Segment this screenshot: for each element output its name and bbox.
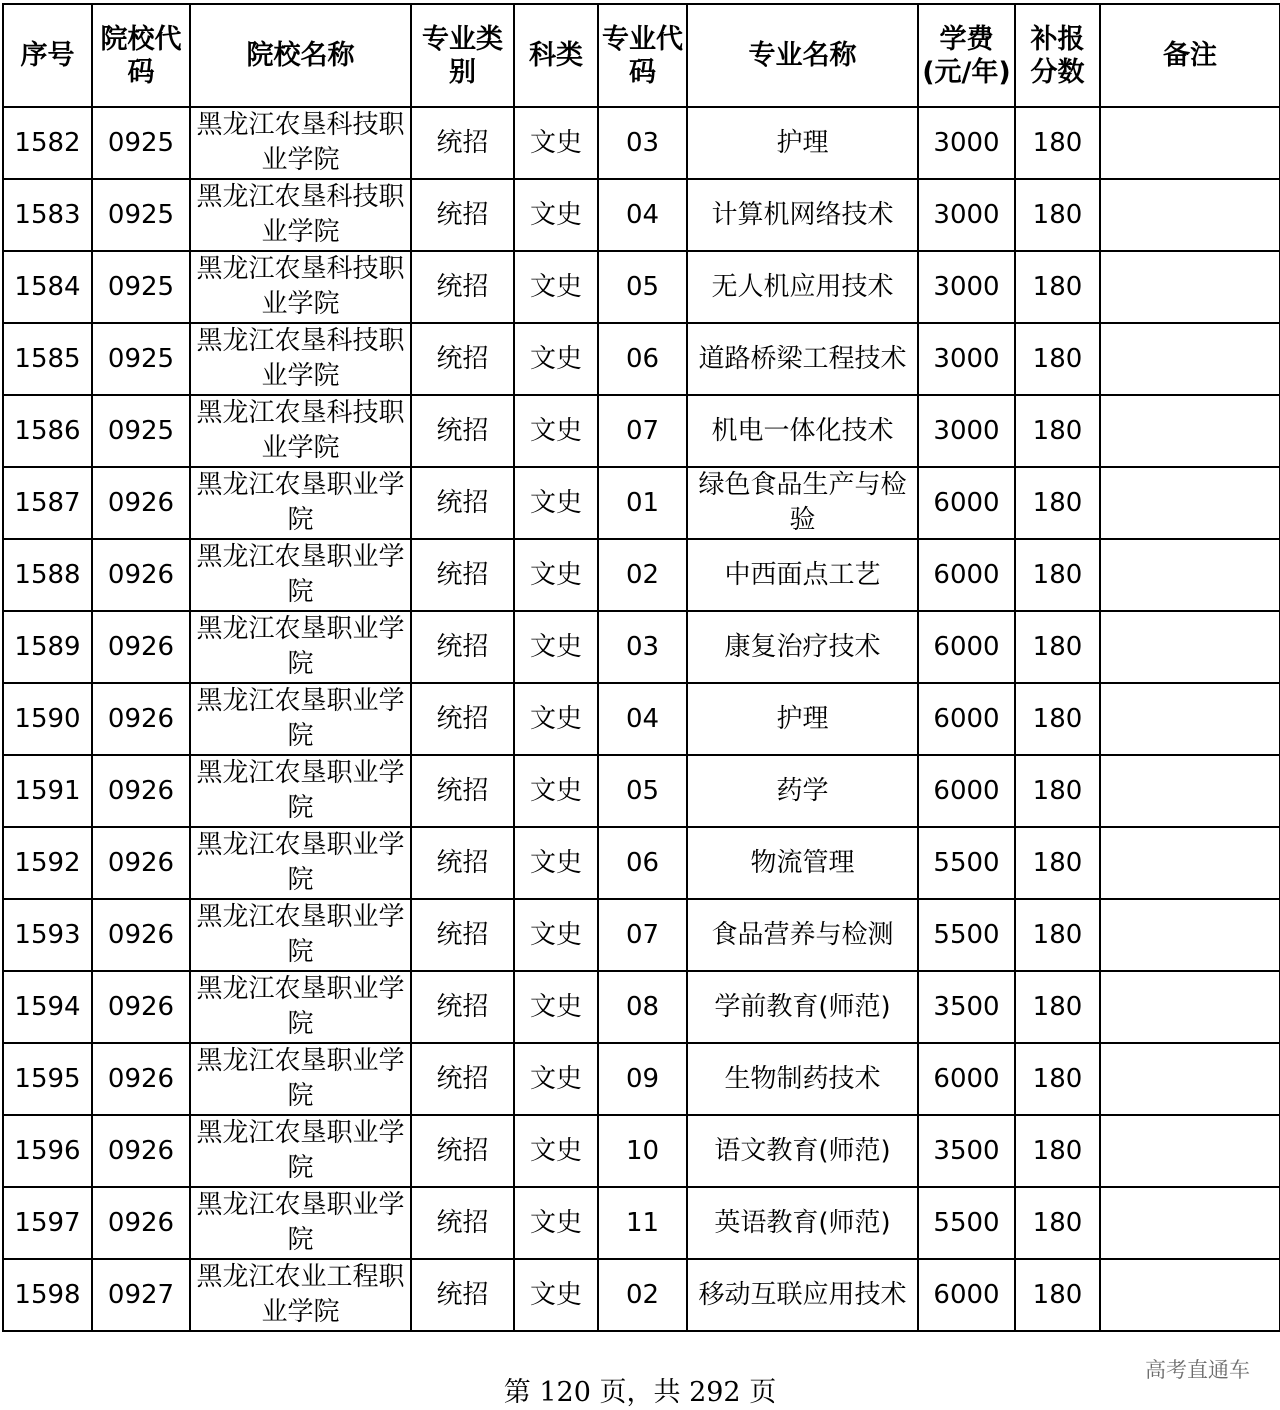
cell-major-code: 04 xyxy=(598,683,687,755)
page-number: 第 120 页，共 292 页 xyxy=(503,1377,777,1408)
cell-seq: 1587 xyxy=(3,467,92,539)
table-row xyxy=(3,107,1280,179)
table-row xyxy=(3,251,1280,323)
cell-tuition: 6000 xyxy=(918,1043,1015,1115)
cell-tuition: 3000 xyxy=(918,323,1015,395)
cell-major-code: 03 xyxy=(598,611,687,683)
cell-seq: 1585 xyxy=(3,323,92,395)
cell-remarks xyxy=(1100,611,1280,683)
cell-tuition: 3500 xyxy=(918,1115,1015,1187)
cell-major-name: 绿色食品生产与检验 xyxy=(687,467,918,539)
cell-score: 180 xyxy=(1015,467,1100,539)
cell-major-category: 统招 xyxy=(411,971,514,1043)
cell-school-name: 黑龙江农垦职业学院 xyxy=(190,611,411,683)
cell-school-code: 0926 xyxy=(92,827,190,899)
cell-major-name: 学前教育(师范) xyxy=(687,971,918,1043)
cell-major-code: 05 xyxy=(598,755,687,827)
cell-tuition: 5500 xyxy=(918,827,1015,899)
header-major-code: 专业代码 xyxy=(598,4,687,107)
cell-remarks xyxy=(1100,539,1280,611)
cell-school-code: 0926 xyxy=(92,611,190,683)
cell-major-name: 无人机应用技术 xyxy=(687,251,918,323)
cell-subject-type: 文史 xyxy=(514,395,598,467)
cell-remarks xyxy=(1100,179,1280,251)
cell-score: 180 xyxy=(1015,251,1100,323)
cell-school-name: 黑龙江农垦科技职业学院 xyxy=(190,323,411,395)
cell-seq: 1584 xyxy=(3,251,92,323)
table-row xyxy=(3,539,1280,611)
cell-tuition: 3000 xyxy=(918,179,1015,251)
cell-subject-type: 文史 xyxy=(514,1043,598,1115)
cell-major-code: 08 xyxy=(598,971,687,1043)
cell-remarks xyxy=(1100,1259,1280,1331)
cell-major-name: 食品营养与检测 xyxy=(687,899,918,971)
cell-major-code: 11 xyxy=(598,1187,687,1259)
cell-seq: 1586 xyxy=(3,395,92,467)
cell-remarks xyxy=(1100,827,1280,899)
table-row xyxy=(3,827,1280,899)
cell-seq: 1592 xyxy=(3,827,92,899)
cell-remarks xyxy=(1100,683,1280,755)
cell-school-name: 黑龙江农垦科技职业学院 xyxy=(190,395,411,467)
cell-score: 180 xyxy=(1015,107,1100,179)
cell-score: 180 xyxy=(1015,827,1100,899)
cell-school-code: 0925 xyxy=(92,251,190,323)
cell-seq: 1588 xyxy=(3,539,92,611)
cell-school-code: 0926 xyxy=(92,539,190,611)
cell-major-name: 语文教育(师范) xyxy=(687,1115,918,1187)
cell-subject-type: 文史 xyxy=(514,179,598,251)
table-row xyxy=(3,1115,1280,1187)
cell-major-category: 统招 xyxy=(411,395,514,467)
cell-school-name: 黑龙江农垦职业学院 xyxy=(190,1115,411,1187)
cell-score: 180 xyxy=(1015,1259,1100,1331)
cell-tuition: 3000 xyxy=(918,251,1015,323)
cell-school-name: 黑龙江农垦职业学院 xyxy=(190,1043,411,1115)
header-score: 补报分数 xyxy=(1015,4,1100,107)
cell-major-category: 统招 xyxy=(411,107,514,179)
cell-seq: 1583 xyxy=(3,179,92,251)
cell-major-category: 统招 xyxy=(411,323,514,395)
cell-major-code: 01 xyxy=(598,467,687,539)
cell-major-code: 02 xyxy=(598,539,687,611)
cell-score: 180 xyxy=(1015,1115,1100,1187)
table-row xyxy=(3,179,1280,251)
cell-subject-type: 文史 xyxy=(514,683,598,755)
cell-school-name: 黑龙江农垦职业学院 xyxy=(190,755,411,827)
cell-school-code: 0925 xyxy=(92,323,190,395)
cell-seq: 1590 xyxy=(3,683,92,755)
cell-school-code: 0926 xyxy=(92,683,190,755)
cell-school-name: 黑龙江农垦职业学院 xyxy=(190,1187,411,1259)
cell-school-name: 黑龙江农垦职业学院 xyxy=(190,539,411,611)
cell-major-name: 物流管理 xyxy=(687,827,918,899)
cell-major-code: 03 xyxy=(598,107,687,179)
table-row xyxy=(3,611,1280,683)
cell-remarks xyxy=(1100,899,1280,971)
cell-major-name: 英语教育(师范) xyxy=(687,1187,918,1259)
cell-major-category: 统招 xyxy=(411,611,514,683)
cell-score: 180 xyxy=(1015,323,1100,395)
cell-subject-type: 文史 xyxy=(514,539,598,611)
cell-major-category: 统招 xyxy=(411,1187,514,1259)
cell-remarks xyxy=(1100,1187,1280,1259)
cell-major-category: 统招 xyxy=(411,683,514,755)
cell-school-code: 0926 xyxy=(92,1115,190,1187)
cell-school-code: 0925 xyxy=(92,107,190,179)
cell-seq: 1589 xyxy=(3,611,92,683)
cell-major-name: 药学 xyxy=(687,755,918,827)
cell-score: 180 xyxy=(1015,179,1100,251)
table-row xyxy=(3,755,1280,827)
cell-tuition: 3500 xyxy=(918,971,1015,1043)
cell-school-name: 黑龙江农垦职业学院 xyxy=(190,683,411,755)
cell-subject-type: 文史 xyxy=(514,1187,598,1259)
cell-major-code: 07 xyxy=(598,899,687,971)
cell-subject-type: 文史 xyxy=(514,971,598,1043)
header-school-name: 院校名称 xyxy=(190,4,411,107)
cell-major-code: 06 xyxy=(598,827,687,899)
cell-major-category: 统招 xyxy=(411,827,514,899)
cell-major-code: 05 xyxy=(598,251,687,323)
table-row xyxy=(3,1187,1280,1259)
cell-score: 180 xyxy=(1015,755,1100,827)
cell-tuition: 6000 xyxy=(918,683,1015,755)
cell-major-code: 02 xyxy=(598,1259,687,1331)
cell-school-name: 黑龙江农垦职业学院 xyxy=(190,899,411,971)
cell-major-name: 移动互联应用技术 xyxy=(687,1259,918,1331)
cell-subject-type: 文史 xyxy=(514,755,598,827)
cell-seq: 1597 xyxy=(3,1187,92,1259)
cell-tuition: 6000 xyxy=(918,467,1015,539)
cell-tuition: 3000 xyxy=(918,107,1015,179)
cell-major-category: 统招 xyxy=(411,755,514,827)
cell-school-code: 0926 xyxy=(92,971,190,1043)
cell-school-name: 黑龙江农垦职业学院 xyxy=(190,827,411,899)
cell-school-code: 0926 xyxy=(92,1043,190,1115)
header-tuition: 学费(元/年) xyxy=(918,4,1015,107)
cell-subject-type: 文史 xyxy=(514,899,598,971)
header-row xyxy=(3,4,1280,107)
cell-major-category: 统招 xyxy=(411,1043,514,1115)
cell-subject-type: 文史 xyxy=(514,107,598,179)
cell-major-name: 护理 xyxy=(687,683,918,755)
table-row xyxy=(3,683,1280,755)
table-row xyxy=(3,971,1280,1043)
header-remarks: 备注 xyxy=(1100,4,1280,107)
cell-subject-type: 文史 xyxy=(514,1259,598,1331)
cell-major-name: 机电一体化技术 xyxy=(687,395,918,467)
cell-remarks xyxy=(1100,251,1280,323)
cell-subject-type: 文史 xyxy=(514,1115,598,1187)
cell-tuition: 6000 xyxy=(918,539,1015,611)
cell-school-code: 0926 xyxy=(92,755,190,827)
cell-score: 180 xyxy=(1015,539,1100,611)
cell-major-code: 07 xyxy=(598,395,687,467)
header-seq: 序号 xyxy=(3,4,92,107)
cell-major-category: 统招 xyxy=(411,1259,514,1331)
cell-score: 180 xyxy=(1015,1187,1100,1259)
cell-school-name: 黑龙江农垦职业学院 xyxy=(190,971,411,1043)
cell-major-name: 康复治疗技术 xyxy=(687,611,918,683)
watermark-text: 高考直通车 xyxy=(1145,1358,1250,1382)
cell-remarks xyxy=(1100,107,1280,179)
cell-score: 180 xyxy=(1015,899,1100,971)
cell-tuition: 6000 xyxy=(918,1259,1015,1331)
header-major-category: 专业类别 xyxy=(411,4,514,107)
cell-subject-type: 文史 xyxy=(514,611,598,683)
cell-major-category: 统招 xyxy=(411,1115,514,1187)
cell-major-category: 统招 xyxy=(411,539,514,611)
cell-school-code: 0925 xyxy=(92,179,190,251)
cell-school-name: 黑龙江农垦科技职业学院 xyxy=(190,179,411,251)
cell-major-code: 06 xyxy=(598,323,687,395)
cell-score: 180 xyxy=(1015,395,1100,467)
cell-major-name: 生物制药技术 xyxy=(687,1043,918,1115)
cell-subject-type: 文史 xyxy=(514,323,598,395)
header-major-name: 专业名称 xyxy=(687,4,918,107)
cell-major-category: 统招 xyxy=(411,467,514,539)
cell-major-category: 统招 xyxy=(411,251,514,323)
cell-remarks xyxy=(1100,1115,1280,1187)
cell-major-code: 04 xyxy=(598,179,687,251)
cell-major-code: 10 xyxy=(598,1115,687,1187)
cell-remarks xyxy=(1100,467,1280,539)
cell-school-code: 0926 xyxy=(92,1187,190,1259)
cell-seq: 1594 xyxy=(3,971,92,1043)
table-row xyxy=(3,467,1280,539)
cell-tuition: 5500 xyxy=(918,899,1015,971)
cell-remarks xyxy=(1100,971,1280,1043)
cell-school-name: 黑龙江农垦科技职业学院 xyxy=(190,251,411,323)
cell-school-name: 黑龙江农业工程职业学院 xyxy=(190,1259,411,1331)
cell-tuition: 6000 xyxy=(918,611,1015,683)
cell-seq: 1598 xyxy=(3,1259,92,1331)
table-row xyxy=(3,899,1280,971)
cell-major-name: 中西面点工艺 xyxy=(687,539,918,611)
cell-major-name: 计算机网络技术 xyxy=(687,179,918,251)
cell-seq: 1596 xyxy=(3,1115,92,1187)
cell-remarks xyxy=(1100,1043,1280,1115)
cell-major-name: 道路桥梁工程技术 xyxy=(687,323,918,395)
table-body xyxy=(3,107,1280,1331)
cell-score: 180 xyxy=(1015,971,1100,1043)
cell-major-category: 统招 xyxy=(411,899,514,971)
cell-remarks xyxy=(1100,755,1280,827)
cell-remarks xyxy=(1100,323,1280,395)
cell-subject-type: 文史 xyxy=(514,467,598,539)
cell-major-name: 护理 xyxy=(687,107,918,179)
cell-subject-type: 文史 xyxy=(514,251,598,323)
cell-tuition: 5500 xyxy=(918,1187,1015,1259)
cell-major-category: 统招 xyxy=(411,179,514,251)
cell-score: 180 xyxy=(1015,611,1100,683)
cell-seq: 1593 xyxy=(3,899,92,971)
cell-major-code: 09 xyxy=(598,1043,687,1115)
cell-school-code: 0927 xyxy=(92,1259,190,1331)
cell-school-code: 0925 xyxy=(92,395,190,467)
table-row xyxy=(3,1259,1280,1331)
cell-remarks xyxy=(1100,395,1280,467)
cell-school-code: 0926 xyxy=(92,899,190,971)
cell-seq: 1591 xyxy=(3,755,92,827)
cell-school-name: 黑龙江农垦科技职业学院 xyxy=(190,107,411,179)
cell-score: 180 xyxy=(1015,683,1100,755)
cell-tuition: 6000 xyxy=(918,755,1015,827)
cell-tuition: 3000 xyxy=(918,395,1015,467)
cell-subject-type: 文史 xyxy=(514,827,598,899)
table-row xyxy=(3,395,1280,467)
cell-seq: 1595 xyxy=(3,1043,92,1115)
cell-school-code: 0926 xyxy=(92,467,190,539)
header-school-code: 院校代码 xyxy=(92,4,190,107)
cell-school-name: 黑龙江农垦职业学院 xyxy=(190,467,411,539)
table-row xyxy=(3,323,1280,395)
admissions-table xyxy=(2,3,1280,1332)
table-row xyxy=(3,1043,1280,1115)
cell-score: 180 xyxy=(1015,1043,1100,1115)
cell-seq: 1582 xyxy=(3,107,92,179)
header-subject-type: 科类 xyxy=(514,4,598,107)
